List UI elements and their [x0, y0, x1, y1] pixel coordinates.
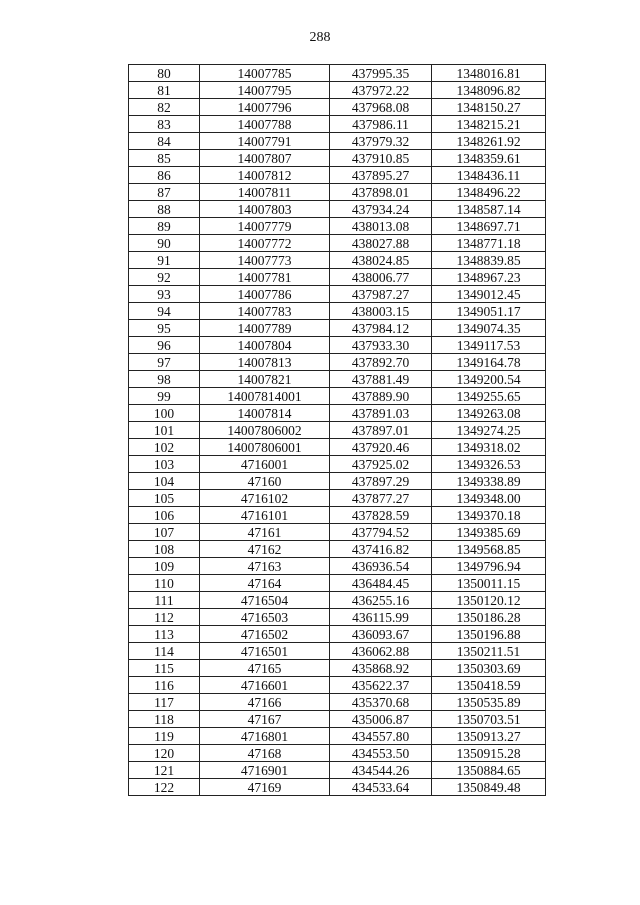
point-id-cell: 14007806001 [200, 439, 330, 456]
point-id-cell: 4716502 [200, 626, 330, 643]
y-coordinate-cell: 1349348.00 [432, 490, 546, 507]
point-id-cell: 4716102 [200, 490, 330, 507]
y-coordinate-cell: 1348096.82 [432, 82, 546, 99]
table-row [129, 337, 546, 354]
x-coordinate-cell: 437892.70 [330, 354, 432, 371]
x-coordinate-cell: 437925.02 [330, 456, 432, 473]
row-index-cell: 87 [129, 184, 200, 201]
x-coordinate-cell: 438024.85 [330, 252, 432, 269]
table-row [129, 116, 546, 133]
point-id-cell: 14007821 [200, 371, 330, 388]
x-coordinate-cell: 437416.82 [330, 541, 432, 558]
row-index-cell: 122 [129, 779, 200, 796]
row-index-cell: 85 [129, 150, 200, 167]
row-index-cell: 82 [129, 99, 200, 116]
table-row [129, 320, 546, 337]
table-row [129, 286, 546, 303]
row-index-cell: 95 [129, 320, 200, 337]
table-row [129, 660, 546, 677]
point-id-cell: 47164 [200, 575, 330, 592]
row-index-cell: 93 [129, 286, 200, 303]
x-coordinate-cell: 438013.08 [330, 218, 432, 235]
y-coordinate-cell: 1350418.59 [432, 677, 546, 694]
y-coordinate-cell: 1348967.23 [432, 269, 546, 286]
y-coordinate-cell: 1349263.08 [432, 405, 546, 422]
point-id-cell: 14007814 [200, 405, 330, 422]
point-id-cell: 14007781 [200, 269, 330, 286]
row-index-cell: 90 [129, 235, 200, 252]
x-coordinate-cell: 437910.85 [330, 150, 432, 167]
row-index-cell: 110 [129, 575, 200, 592]
table-row [129, 422, 546, 439]
x-coordinate-cell: 437828.59 [330, 507, 432, 524]
row-index-cell: 116 [129, 677, 200, 694]
y-coordinate-cell: 1350884.65 [432, 762, 546, 779]
x-coordinate-cell: 435622.37 [330, 677, 432, 694]
table-row [129, 762, 546, 779]
y-coordinate-cell: 1350011.15 [432, 575, 546, 592]
x-coordinate-cell: 436093.67 [330, 626, 432, 643]
row-index-cell: 114 [129, 643, 200, 660]
x-coordinate-cell: 436255.16 [330, 592, 432, 609]
table-row [129, 133, 546, 150]
x-coordinate-cell: 437920.46 [330, 439, 432, 456]
table-row [129, 677, 546, 694]
x-coordinate-cell: 437995.35 [330, 65, 432, 82]
x-coordinate-cell: 437972.22 [330, 82, 432, 99]
x-coordinate-cell: 436936.54 [330, 558, 432, 575]
y-coordinate-cell: 1349255.65 [432, 388, 546, 405]
x-coordinate-cell: 437986.11 [330, 116, 432, 133]
y-coordinate-cell: 1349326.53 [432, 456, 546, 473]
coordinates-table [128, 64, 546, 796]
point-id-cell: 4716801 [200, 728, 330, 745]
y-coordinate-cell: 1348150.27 [432, 99, 546, 116]
row-index-cell: 112 [129, 609, 200, 626]
row-index-cell: 92 [129, 269, 200, 286]
x-coordinate-cell: 436062.88 [330, 643, 432, 660]
row-index-cell: 96 [129, 337, 200, 354]
table-row [129, 167, 546, 184]
table-row [129, 252, 546, 269]
x-coordinate-cell: 434544.26 [330, 762, 432, 779]
table-row [129, 592, 546, 609]
point-id-cell: 14007803 [200, 201, 330, 218]
table-row [129, 779, 546, 796]
point-id-cell: 47163 [200, 558, 330, 575]
table-row [129, 524, 546, 541]
x-coordinate-cell: 437979.32 [330, 133, 432, 150]
point-id-cell: 14007779 [200, 218, 330, 235]
table-row [129, 371, 546, 388]
y-coordinate-cell: 1349318.02 [432, 439, 546, 456]
y-coordinate-cell: 1348016.81 [432, 65, 546, 82]
point-id-cell: 47166 [200, 694, 330, 711]
y-coordinate-cell: 1350913.27 [432, 728, 546, 745]
row-index-cell: 99 [129, 388, 200, 405]
table-row [129, 643, 546, 660]
x-coordinate-cell: 437933.30 [330, 337, 432, 354]
table-row [129, 728, 546, 745]
table-row [129, 99, 546, 116]
x-coordinate-cell: 437794.52 [330, 524, 432, 541]
y-coordinate-cell: 1348436.11 [432, 167, 546, 184]
row-index-cell: 80 [129, 65, 200, 82]
table-row [129, 490, 546, 507]
point-id-cell: 14007806002 [200, 422, 330, 439]
table-row [129, 388, 546, 405]
y-coordinate-cell: 1349012.45 [432, 286, 546, 303]
point-id-cell: 14007804 [200, 337, 330, 354]
point-id-cell: 47162 [200, 541, 330, 558]
point-id-cell: 14007786 [200, 286, 330, 303]
table-row [129, 65, 546, 82]
row-index-cell: 98 [129, 371, 200, 388]
point-id-cell: 14007812 [200, 167, 330, 184]
table-row [129, 150, 546, 167]
table-row [129, 558, 546, 575]
table-row [129, 626, 546, 643]
y-coordinate-cell: 1350120.12 [432, 592, 546, 609]
row-index-cell: 103 [129, 456, 200, 473]
point-id-cell: 4716501 [200, 643, 330, 660]
x-coordinate-cell: 437898.01 [330, 184, 432, 201]
row-index-cell: 111 [129, 592, 200, 609]
table-row [129, 473, 546, 490]
x-coordinate-cell: 437934.24 [330, 201, 432, 218]
page-number: 288 [309, 30, 331, 45]
y-coordinate-cell: 1349796.94 [432, 558, 546, 575]
y-coordinate-cell: 1349274.25 [432, 422, 546, 439]
y-coordinate-cell: 1349051.17 [432, 303, 546, 320]
table-row [129, 218, 546, 235]
x-coordinate-cell: 438003.15 [330, 303, 432, 320]
table-row [129, 184, 546, 201]
y-coordinate-cell: 1350849.48 [432, 779, 546, 796]
y-coordinate-cell: 1350535.89 [432, 694, 546, 711]
point-id-cell: 47165 [200, 660, 330, 677]
x-coordinate-cell: 435006.87 [330, 711, 432, 728]
point-id-cell: 4716504 [200, 592, 330, 609]
table-row [129, 201, 546, 218]
y-coordinate-cell: 1349200.54 [432, 371, 546, 388]
x-coordinate-cell: 437897.01 [330, 422, 432, 439]
table-row [129, 541, 546, 558]
x-coordinate-cell: 437877.27 [330, 490, 432, 507]
row-index-cell: 97 [129, 354, 200, 371]
x-coordinate-cell: 438006.77 [330, 269, 432, 286]
row-index-cell: 121 [129, 762, 200, 779]
x-coordinate-cell: 437891.03 [330, 405, 432, 422]
y-coordinate-cell: 1350703.51 [432, 711, 546, 728]
table-row [129, 354, 546, 371]
point-id-cell: 14007795 [200, 82, 330, 99]
x-coordinate-cell: 437889.90 [330, 388, 432, 405]
row-index-cell: 105 [129, 490, 200, 507]
table-row [129, 269, 546, 286]
table-row [129, 303, 546, 320]
x-coordinate-cell: 435370.68 [330, 694, 432, 711]
table-row [129, 82, 546, 99]
table-row [129, 235, 546, 252]
y-coordinate-cell: 1348771.18 [432, 235, 546, 252]
table-row [129, 507, 546, 524]
point-id-cell: 47160 [200, 473, 330, 490]
point-id-cell: 14007807 [200, 150, 330, 167]
table-row [129, 694, 546, 711]
row-index-cell: 101 [129, 422, 200, 439]
row-index-cell: 91 [129, 252, 200, 269]
y-coordinate-cell: 1349568.85 [432, 541, 546, 558]
point-id-cell: 47168 [200, 745, 330, 762]
table-row [129, 609, 546, 626]
table-row [129, 745, 546, 762]
y-coordinate-cell: 1350211.51 [432, 643, 546, 660]
y-coordinate-cell: 1348359.61 [432, 150, 546, 167]
row-index-cell: 118 [129, 711, 200, 728]
y-coordinate-cell: 1349074.35 [432, 320, 546, 337]
x-coordinate-cell: 434553.50 [330, 745, 432, 762]
point-id-cell: 4716601 [200, 677, 330, 694]
x-coordinate-cell: 437984.12 [330, 320, 432, 337]
y-coordinate-cell: 1349164.78 [432, 354, 546, 371]
row-index-cell: 104 [129, 473, 200, 490]
y-coordinate-cell: 1350186.28 [432, 609, 546, 626]
y-coordinate-cell: 1348261.92 [432, 133, 546, 150]
row-index-cell: 81 [129, 82, 200, 99]
row-index-cell: 100 [129, 405, 200, 422]
y-coordinate-cell: 1349385.69 [432, 524, 546, 541]
point-id-cell: 14007772 [200, 235, 330, 252]
point-id-cell: 14007783 [200, 303, 330, 320]
row-index-cell: 106 [129, 507, 200, 524]
point-id-cell: 14007788 [200, 116, 330, 133]
y-coordinate-cell: 1348587.14 [432, 201, 546, 218]
row-index-cell: 84 [129, 133, 200, 150]
point-id-cell: 4716001 [200, 456, 330, 473]
row-index-cell: 120 [129, 745, 200, 762]
x-coordinate-cell: 437895.27 [330, 167, 432, 184]
x-coordinate-cell: 437987.27 [330, 286, 432, 303]
y-coordinate-cell: 1348215.21 [432, 116, 546, 133]
row-index-cell: 107 [129, 524, 200, 541]
point-id-cell: 14007791 [200, 133, 330, 150]
point-id-cell: 14007785 [200, 65, 330, 82]
point-id-cell: 14007813 [200, 354, 330, 371]
point-id-cell: 47161 [200, 524, 330, 541]
table-body [129, 65, 546, 796]
point-id-cell: 14007796 [200, 99, 330, 116]
y-coordinate-cell: 1349338.89 [432, 473, 546, 490]
x-coordinate-cell: 437897.29 [330, 473, 432, 490]
point-id-cell: 4716101 [200, 507, 330, 524]
table-row [129, 575, 546, 592]
y-coordinate-cell: 1350196.88 [432, 626, 546, 643]
x-coordinate-cell: 438027.88 [330, 235, 432, 252]
row-index-cell: 108 [129, 541, 200, 558]
point-id-cell: 47169 [200, 779, 330, 796]
point-id-cell: 47167 [200, 711, 330, 728]
x-coordinate-cell: 436484.45 [330, 575, 432, 592]
x-coordinate-cell: 437881.49 [330, 371, 432, 388]
y-coordinate-cell: 1348496.22 [432, 184, 546, 201]
table-row [129, 439, 546, 456]
row-index-cell: 83 [129, 116, 200, 133]
point-id-cell: 4716503 [200, 609, 330, 626]
row-index-cell: 119 [129, 728, 200, 745]
row-index-cell: 102 [129, 439, 200, 456]
point-id-cell: 4716901 [200, 762, 330, 779]
row-index-cell: 113 [129, 626, 200, 643]
table-row [129, 456, 546, 473]
point-id-cell: 14007811 [200, 184, 330, 201]
row-index-cell: 88 [129, 201, 200, 218]
row-index-cell: 115 [129, 660, 200, 677]
table-row [129, 405, 546, 422]
x-coordinate-cell: 434557.80 [330, 728, 432, 745]
point-id-cell: 14007789 [200, 320, 330, 337]
y-coordinate-cell: 1349117.53 [432, 337, 546, 354]
table-row [129, 711, 546, 728]
row-index-cell: 94 [129, 303, 200, 320]
y-coordinate-cell: 1349370.18 [432, 507, 546, 524]
x-coordinate-cell: 436115.99 [330, 609, 432, 626]
x-coordinate-cell: 435868.92 [330, 660, 432, 677]
point-id-cell: 14007773 [200, 252, 330, 269]
y-coordinate-cell: 1350303.69 [432, 660, 546, 677]
x-coordinate-cell: 437968.08 [330, 99, 432, 116]
row-index-cell: 86 [129, 167, 200, 184]
row-index-cell: 89 [129, 218, 200, 235]
row-index-cell: 109 [129, 558, 200, 575]
row-index-cell: 117 [129, 694, 200, 711]
y-coordinate-cell: 1348697.71 [432, 218, 546, 235]
y-coordinate-cell: 1348839.85 [432, 252, 546, 269]
x-coordinate-cell: 434533.64 [330, 779, 432, 796]
y-coordinate-cell: 1350915.28 [432, 745, 546, 762]
point-id-cell: 14007814001 [200, 388, 330, 405]
